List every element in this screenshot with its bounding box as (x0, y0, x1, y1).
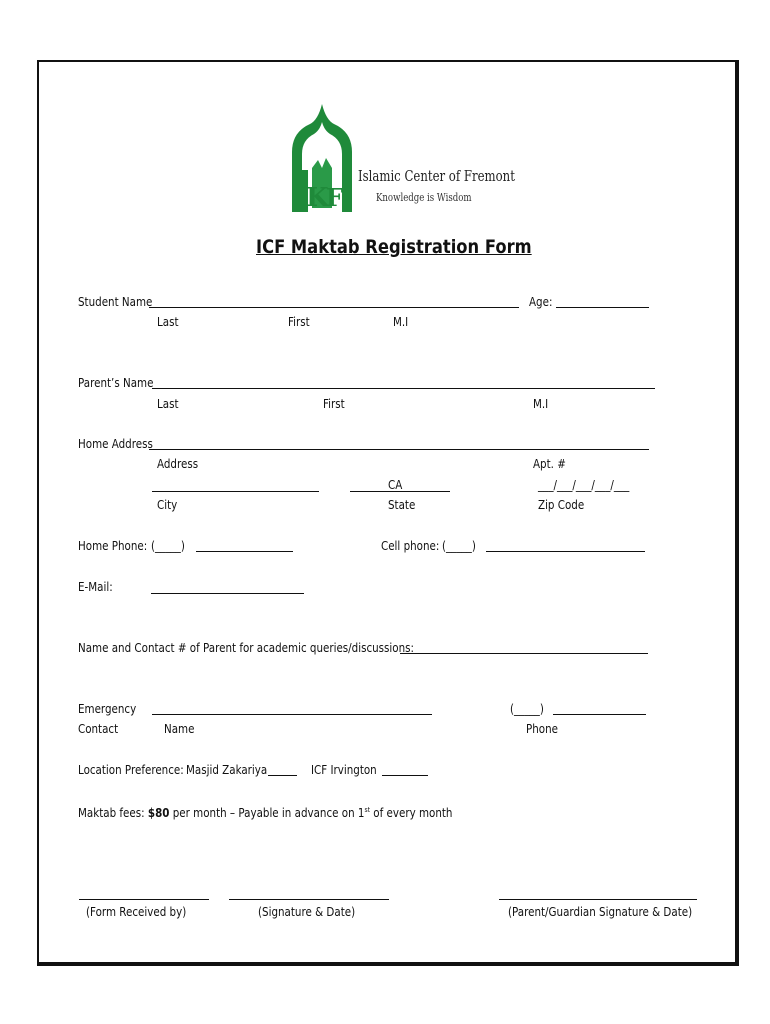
irvington-field[interactable] (382, 775, 428, 776)
city-field[interactable] (152, 491, 319, 492)
icf-logo-icon (288, 98, 356, 212)
home-address-field[interactable] (149, 449, 649, 450)
emergency-phone-area[interactable]: (_____) (510, 702, 544, 716)
logo-name: Islamic Center of Fremont (358, 167, 515, 185)
svg-text:K: K (306, 183, 329, 212)
parent-sub-mi: M.I (533, 397, 549, 411)
student-sub-last: Last (157, 315, 179, 329)
received-by-line[interactable] (79, 899, 209, 900)
address-sub-state: State (388, 498, 416, 512)
zip-field[interactable]: ___/___/___/___/___ (538, 478, 630, 492)
email-label: E-Mail: (78, 580, 113, 594)
guardian-signature-line[interactable] (499, 899, 697, 900)
cell-phone-area[interactable]: (_____) (442, 539, 476, 553)
emergency-label-1: Emergency (78, 702, 137, 716)
home-phone-area[interactable]: (_____) (151, 539, 185, 553)
received-by-label: (Form Received by) (86, 905, 187, 919)
zakariya-field[interactable] (268, 775, 297, 776)
emergency-label-2: Contact (78, 722, 119, 736)
parent-name-field[interactable] (152, 388, 655, 389)
guardian-signature-label: (Parent/Guardian Signature & Date) (508, 905, 693, 919)
address-sub-apt: Apt. # (533, 457, 566, 471)
student-name-label: Student Name (78, 295, 153, 309)
student-sub-mi: M.I (393, 315, 409, 329)
academic-contact-label: Name and Contact # of Parent for academic queries/discussions: (78, 641, 414, 655)
academic-contact-field[interactable] (400, 653, 648, 654)
location-option-irvington: ICF Irvington (311, 763, 377, 777)
home-phone-label: Home Phone: (78, 539, 148, 553)
address-sub-address: Address (157, 457, 199, 471)
emergency-phone-field[interactable] (553, 714, 646, 715)
cell-phone-label: Cell phone: (381, 539, 440, 553)
fees-desc: per month – Payable in advance on 1 (172, 806, 365, 820)
age-field[interactable] (556, 307, 649, 308)
fees-amount: $80 (147, 806, 170, 820)
cell-phone-field[interactable] (486, 551, 645, 552)
age-label: Age: (529, 295, 553, 309)
fees-label: Maktab fees: (78, 806, 145, 820)
signature-date-label: (Signature & Date) (258, 905, 356, 919)
parent-sub-last: Last (157, 397, 179, 411)
student-sub-first: First (288, 315, 310, 329)
emergency-sub-name: Name (164, 722, 195, 736)
fees-desc-end: of every month (373, 806, 453, 820)
fees-sup: st (364, 806, 370, 814)
address-sub-city: City (157, 498, 178, 512)
location-option-zakariya: Masjid Zakariya (186, 763, 268, 777)
emergency-name-field[interactable] (152, 714, 432, 715)
location-label: Location Preference: (78, 763, 184, 777)
student-name-field[interactable] (149, 307, 519, 308)
email-field[interactable] (151, 593, 304, 594)
signature-date-line[interactable] (229, 899, 389, 900)
logo-tagline: Knowledge is Wisdom (376, 191, 472, 204)
state-value: CA (388, 478, 403, 492)
home-phone-field[interactable] (196, 551, 293, 552)
address-sub-zip: Zip Code (538, 498, 585, 512)
parent-sub-first: First (323, 397, 345, 411)
parent-name-label: Parent’s Name (78, 376, 154, 390)
form-title: ICF Maktab Registration Form (256, 236, 532, 258)
home-address-label: Home Address (78, 437, 153, 451)
fees-text (78, 803, 452, 820)
svg-text:F: F (326, 183, 344, 212)
emergency-sub-phone: Phone (526, 722, 558, 736)
